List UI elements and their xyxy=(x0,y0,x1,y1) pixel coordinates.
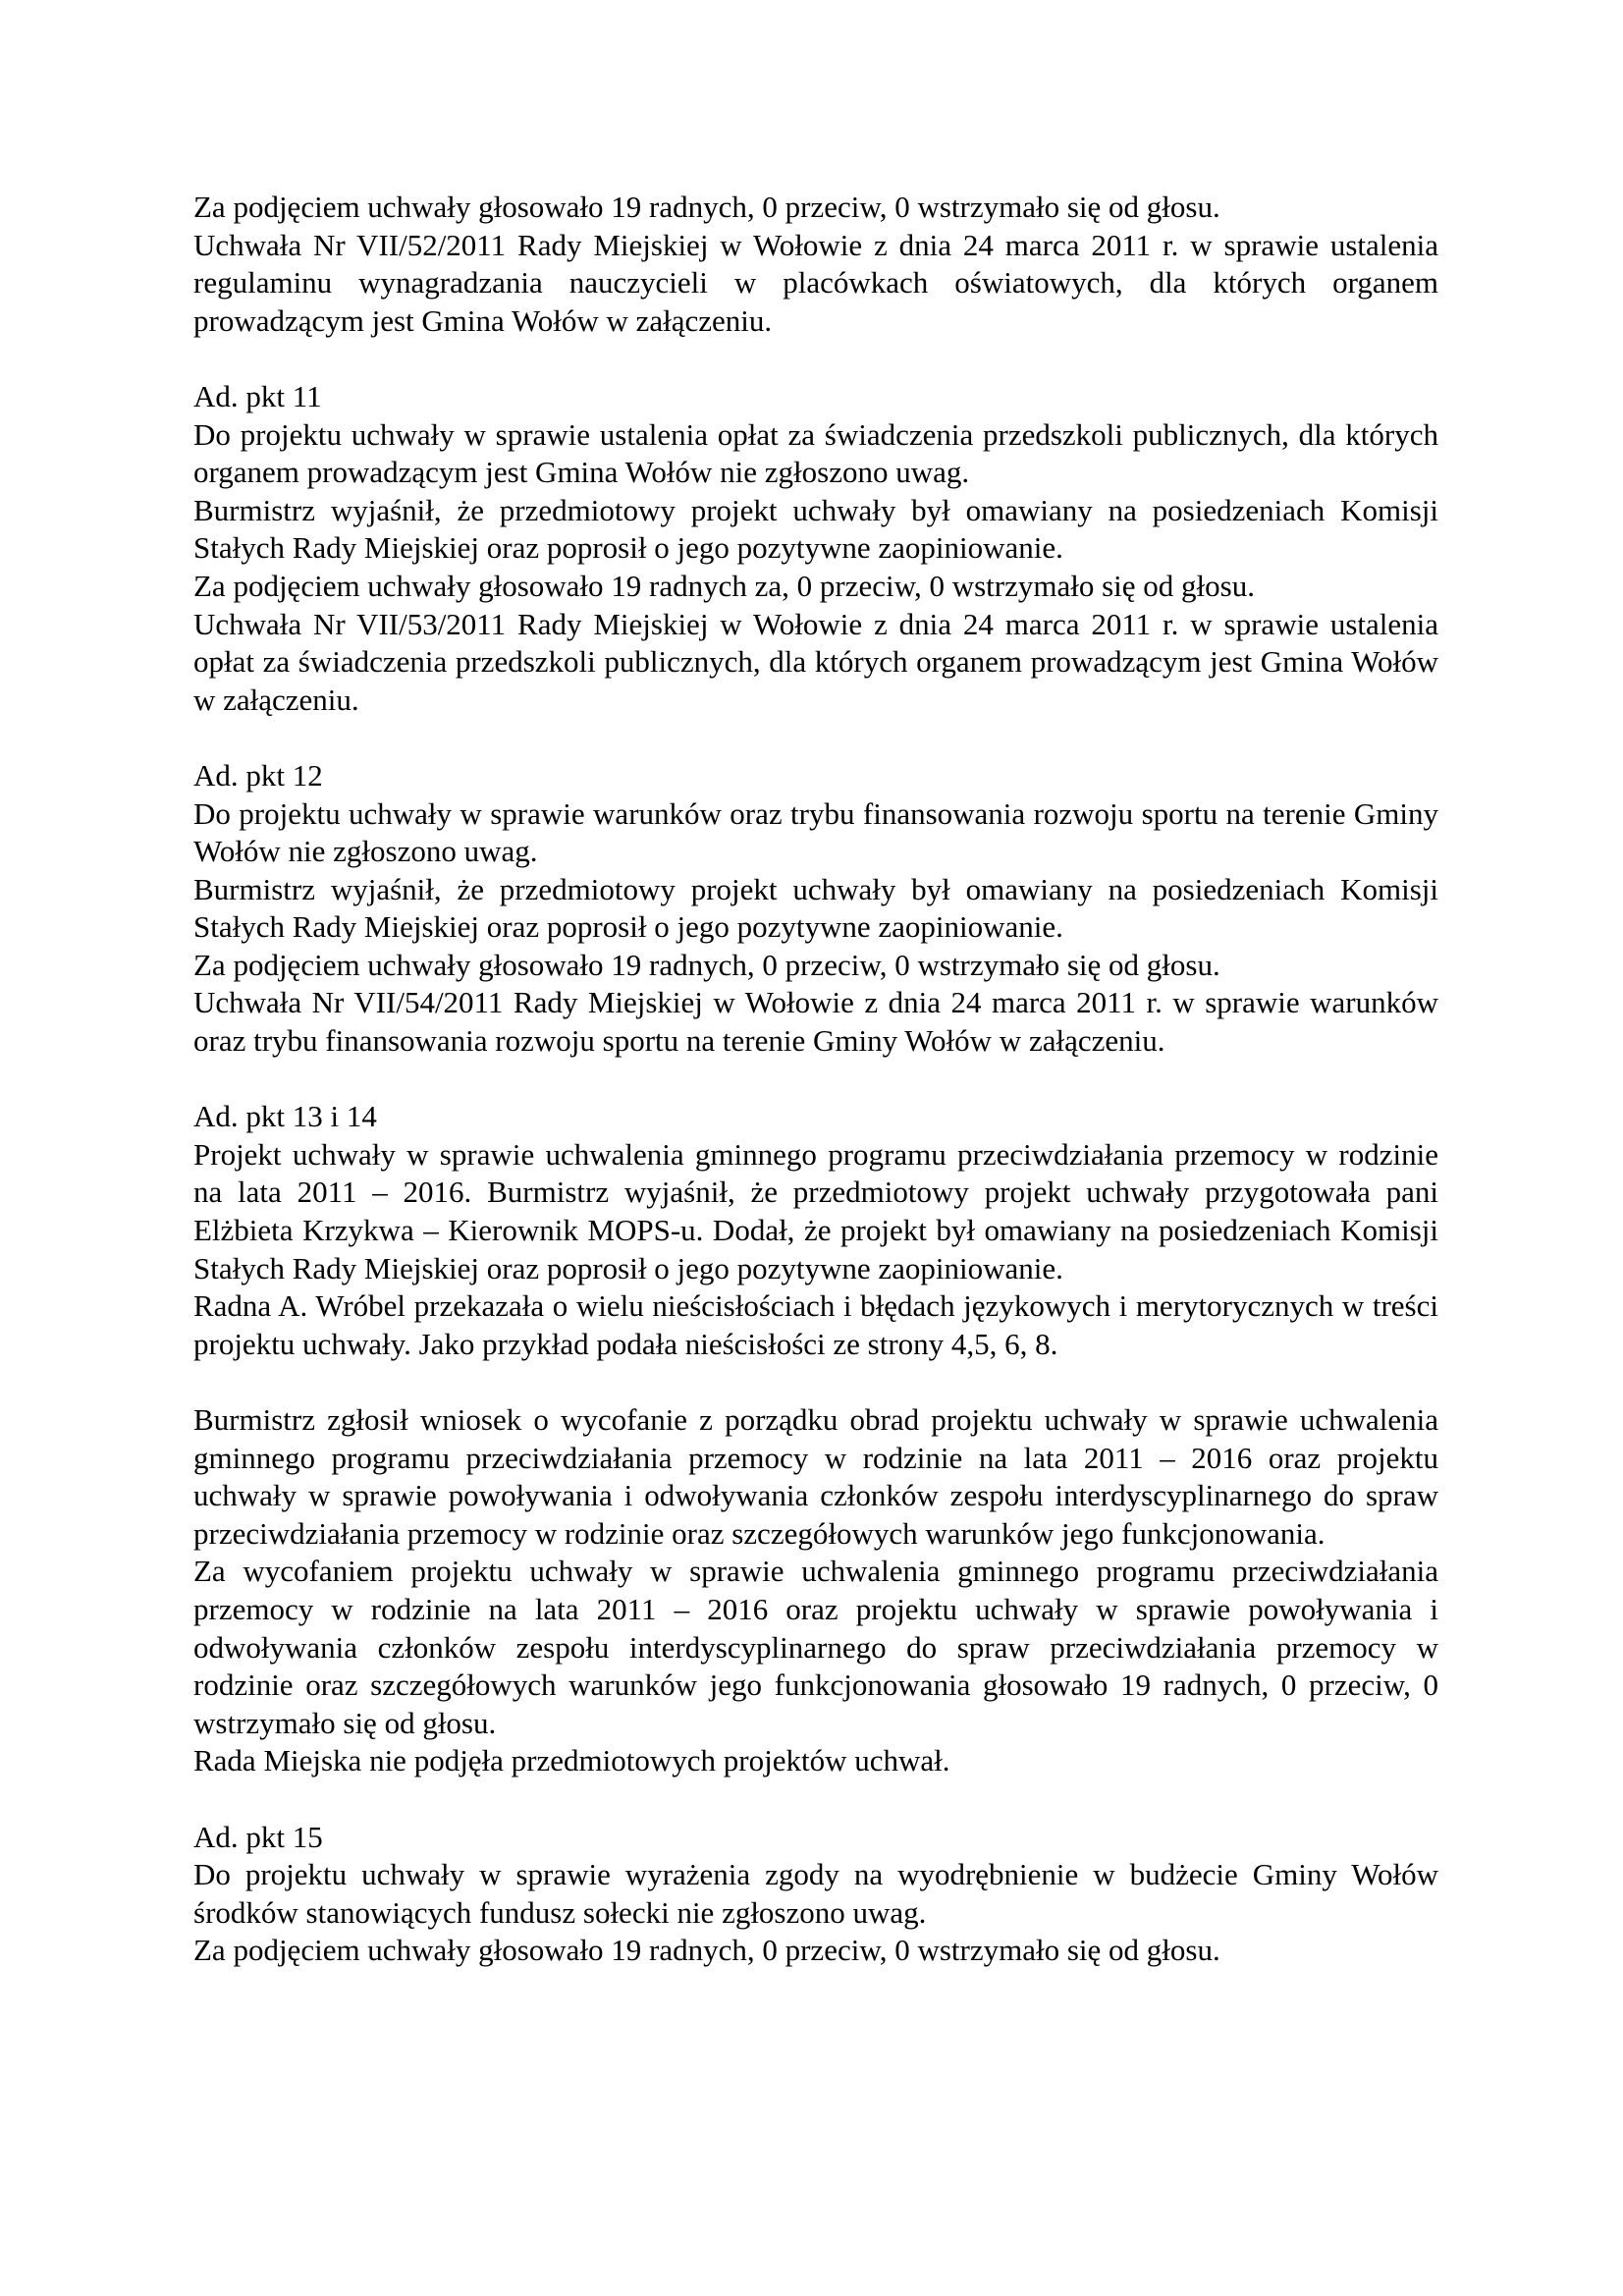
spacer xyxy=(193,1363,1438,1401)
paragraph: Za wycofaniem projektu uchwały w sprawie uchwalenia gminnego programu przeciwdziałania przemocy w rodzinie na lata 2011 – 2016 oraz projektu uchwały w sprawie powoływania i odwoływania członków zespołu interdyscyplinarnego do spraw przeciwdziałania przemocy w rodzinie oraz szczegółowych warunków jego funkcjonowania głosowało 19 radnych, 0 przeciw, 0 wstrzymało się od głosu. xyxy=(193,1554,1438,1740)
section-pkt-15 xyxy=(193,1819,1438,1970)
spacer xyxy=(193,1780,1438,1819)
section-pkt-11 xyxy=(193,378,1438,719)
section-heading: Ad. pkt 15 xyxy=(193,1819,323,1854)
section-pkt-12 xyxy=(193,757,1438,1061)
paragraph: Burmistrz zgłosił wniosek o wycofanie z porządku obrad projektu uchwały w sprawie uchwalenia gminnego programu przeciwdziałania przemocy w rodzinie na lata 2011 – 2016 oraz projektu uchwały w sprawie powoływania i odwoływania członków zespołu interdyscyplinarnego do spraw przeciwdziałania przemocy w rodzinie oraz szczegółowych warunków jego funkcjonowania. xyxy=(193,1402,1438,1551)
section-heading: Ad. pkt 13 i 14 xyxy=(193,1099,377,1134)
paragraph: Uchwała Nr VII/53/2011 Rady Miejskiej w Wołowie z dnia 24 marca 2011 r. w sprawie ustalenia opłat za świadczenia przedszkoli publicznych, dla których organem prowadzącym jest Gmina Wołów w załączeniu. xyxy=(193,606,1438,717)
paragraph: Radna A. Wróbel przekazała o wielu nieścisłościach i błędach językowych i merytorycznych w treści projektu uchwały. Jako przykład podała nieścisłości ze strony 4,5, 6, 8. xyxy=(193,1288,1438,1361)
paragraph: Za podjęciem uchwały głosowało 19 radnych za, 0 przeciw, 0 wstrzymało się od głosu. xyxy=(193,568,1255,603)
paragraph: Uchwała Nr VII/52/2011 Rady Miejskiej w Wołowie z dnia 24 marca 2011 r. w sprawie ustalenia regulaminu wynagradzania nauczycieli w placówkach oświatowych, dla których organem prowadzącym jest Gmina Wołów w załączeniu. xyxy=(193,227,1438,338)
document-page xyxy=(193,189,1438,1970)
paragraph: Za podjęciem uchwały głosowało 19 radnych, 0 przeciw, 0 wstrzymało się od głosu. xyxy=(193,947,1220,982)
section-intro xyxy=(193,189,1438,340)
paragraph: Za podjęciem uchwały głosowało 19 radnych, 0 przeciw, 0 wstrzymało się od głosu. xyxy=(193,190,1220,224)
paragraph: Burmistrz wyjaśnił, że przedmiotowy projekt uchwały był omawiany na posiedzeniach Komisji Stałych Rady Miejskiej oraz poprosił o jego pozytywne zaopiniowanie. xyxy=(193,871,1438,945)
paragraph: Burmistrz wyjaśnił, że przedmiotowy projekt uchwały był omawiany na posiedzeniach Komisji Stałych Rady Miejskiej oraz poprosił o jego pozytywne zaopiniowanie. xyxy=(193,492,1438,566)
section-pkt-13-14 xyxy=(193,1098,1438,1363)
section-heading: Ad. pkt 12 xyxy=(193,757,323,793)
section-withdrawal xyxy=(193,1401,1438,1780)
section-heading: Ad. pkt 11 xyxy=(193,378,322,413)
paragraph: Do projektu uchwały w sprawie warunków oraz trybu finansowania rozwoju sportu na terenie Gminy Wołów nie zgłoszono uwag. xyxy=(193,795,1438,869)
paragraph: Rada Miejska nie podjęła przedmiotowych projektów uchwał. xyxy=(193,1743,950,1778)
paragraph: Projekt uchwały w sprawie uchwalenia gminnego programu przeciwdziałania przemocy w rodzinie na lata 2011 – 2016. Burmistrz wyjaśnił, że przedmiotowy projekt uchwały przygotowała pani Elżbieta Krzykwa – Kierownik MOPS-u. Dodał, że projekt był omawiany na posiedzeniach Komisji Stałych Rady Miejskiej oraz poprosił o jego pozytywne zaopiniowanie. xyxy=(193,1136,1438,1285)
paragraph: Uchwała Nr VII/54/2011 Rady Miejskiej w Wołowie z dnia 24 marca 2011 r. w sprawie warunków oraz trybu finansowania rozwoju sportu na terenie Gminy Wołów w załączeniu. xyxy=(193,985,1438,1059)
paragraph: Do projektu uchwały w sprawie ustalenia opłat za świadczenia przedszkoli publicznych, dla których organem prowadzącym jest Gmina Wołów nie zgłoszono uwag. xyxy=(193,416,1438,490)
paragraph: Za podjęciem uchwały głosowało 19 radnych, 0 przeciw, 0 wstrzymało się od głosu. xyxy=(193,1933,1220,1968)
spacer xyxy=(193,340,1438,378)
spacer xyxy=(193,719,1438,757)
paragraph: Do projektu uchwały w sprawie wyrażenia zgody na wyodrębnienie w budżecie Gminy Wołów środków stanowiących fundusz sołecki nie zgłoszono uwag. xyxy=(193,1857,1438,1930)
spacer xyxy=(193,1061,1438,1099)
